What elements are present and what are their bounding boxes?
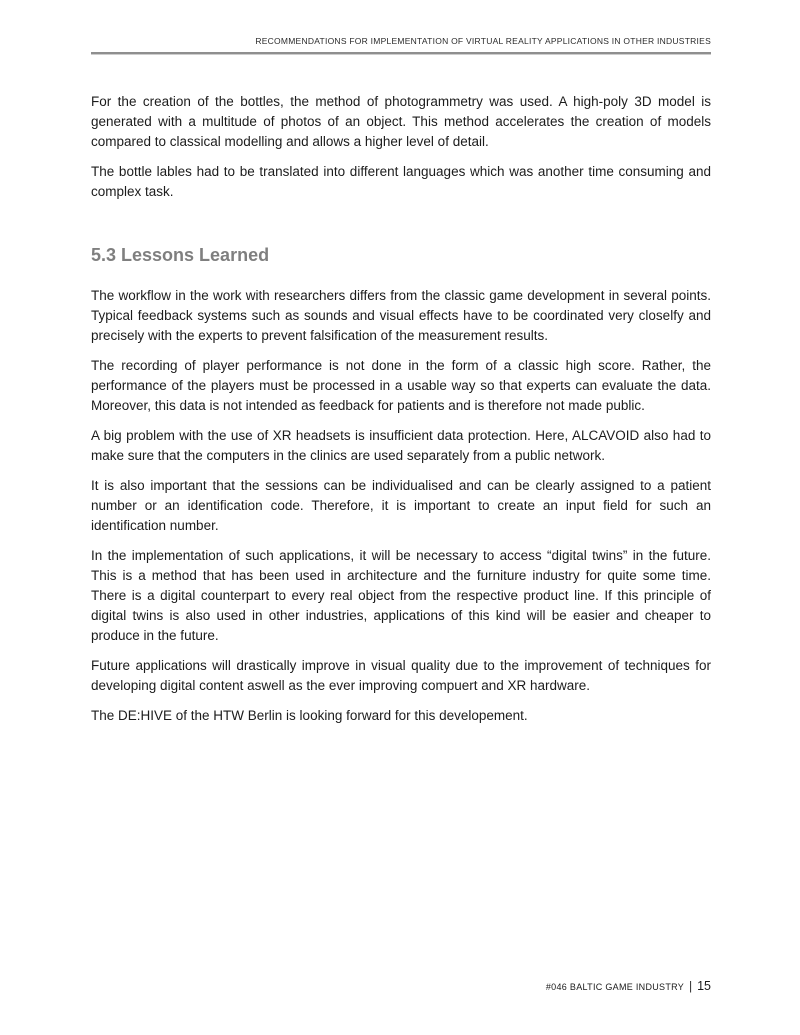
paragraph-bottle-labels: The bottle lables had to be translated into different languages which was another time consuming and complex task.: [91, 164, 711, 199]
paragraph-digital-twins: In the implementation of such applications, it will be necessary to access “digital twins” in the future. This is a method that has been used in architecture and the furniture industry for quite some time. There is a digital counterpart to every real object from the respective product line. If this principle of digital twins is also used in other industries, applications of this kind will be easier and cheaper to produce in the future.: [91, 548, 711, 643]
footer-page-number: 15: [697, 979, 711, 993]
paragraph-photogrammetry: For the creation of the bottles, the method of photogrammetry was used. A high-poly 3D model is generated with a multitude of photos of an object. This method accelerates the creation of models compared to classical modelling and allows a higher level of detail.: [91, 94, 711, 149]
section-heading-lessons-learned: 5.3 Lessons Learned: [91, 245, 270, 265]
paragraph-data-protection: A big problem with the use of XR headsets is insufficient data protection. Here, ALCAVOID also had to make sure that the computers in the clinics are used separately from a public network.: [91, 428, 711, 463]
footer-separator: |: [689, 981, 693, 993]
header-rule-divider: [91, 52, 711, 54]
paragraph-workflow: The workflow in the work with researchers differs from the classic game development in several points. Typical feedback systems such as sounds and visual effects have to be coordinated very closelfy and precisely with the experts to prevent falsification of the measurement results.: [91, 288, 711, 343]
paragraph-player-performance: The recording of player performance is not done in the form of a classic high score. Rather, the performance of the players must be processed in a usable way so that experts can evaluate the data. Moreover, this data is not intended as feedback for patients and is therefore not made public.: [91, 358, 711, 413]
footer-publication-title: #046 BALTIC GAME INDUSTRY: [545, 982, 685, 992]
paragraph-dehive-closing: The DE:HIVE of the HTW Berlin is looking forward for this developement.: [91, 708, 528, 723]
document-body: [91, 92, 711, 736]
paragraph-future-applications: Future applications will drastically improve in visual quality due to the improvement of techniques for developing digital content aswell as the ever improving compuert and XR hardware.: [91, 658, 711, 693]
page-footer: [91, 979, 711, 993]
running-header-title: RECOMMENDATIONS FOR IMPLEMENTATION OF VIRTUAL REALITY APPLICATIONS IN OTHER INDUSTRIES: [255, 36, 711, 46]
paragraph-session-individualisation: It is also important that the sessions can be individualised and can be clearly assigned to a patient number or an identification code. Therefore, it is important to create an input field for such an identification number.: [91, 478, 711, 533]
